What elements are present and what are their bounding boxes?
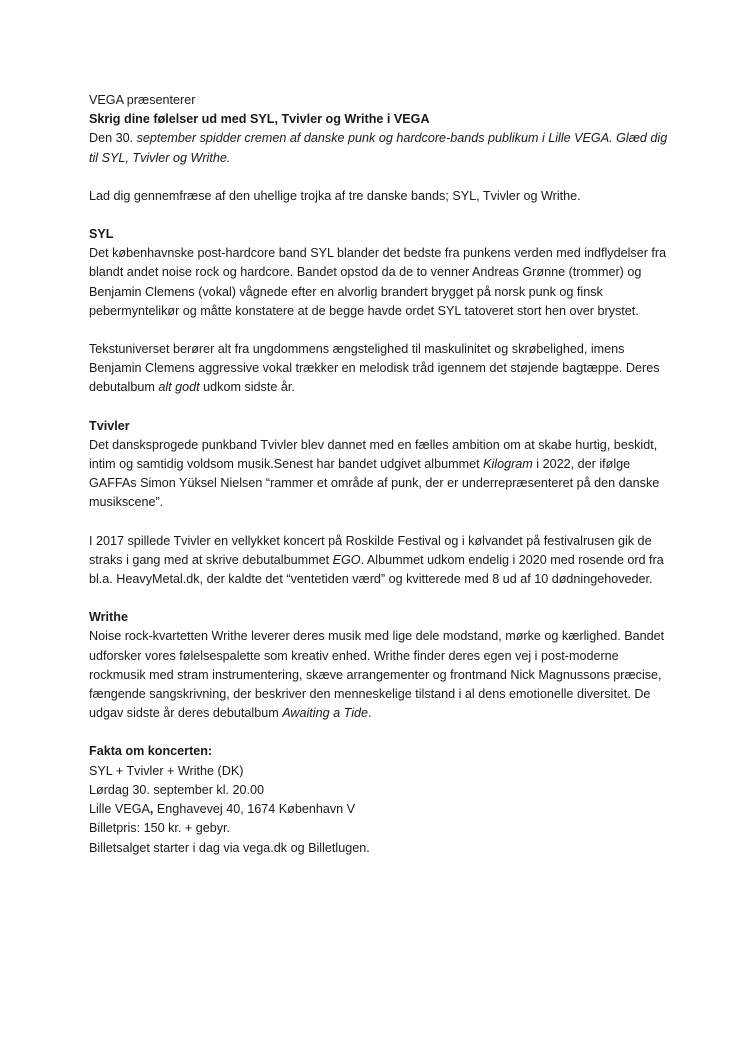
- facts-bands: SYL + Tvivler + Writhe (DK): [89, 763, 244, 778]
- headline: Skrig dine følelser ud med SYL, Tvivler og Writhe i VEGA: [89, 112, 430, 127]
- presents-line: VEGA præsenterer: [89, 93, 196, 107]
- facts-venue-address: Enghavevej 40, 1674 København V: [153, 802, 356, 817]
- tvivler-paragraph-1: [89, 436, 669, 513]
- writhe-heading: Writhe: [89, 610, 128, 625]
- facts-venue: [89, 800, 669, 819]
- facts-price: Billetpris: 150 kr. + gebyr.: [89, 821, 231, 836]
- lead-italic: september spidder cremen af danske punk og hardcore-bands publikum i Lille VEGA. Glæd dig til SYL, Tvivler og Writhe.: [89, 131, 668, 165]
- tvivler-paragraph-2: [89, 532, 669, 590]
- facts-sale: Billetsalget starter i dag via vega.dk og Billetlugen.: [89, 840, 370, 855]
- intro-paragraph: Lad dig gennemfræse af den uhellige trojka af tre danske bands; SYL, Tvivler og Writhe.: [89, 188, 581, 203]
- syl-heading: SYL: [89, 227, 114, 242]
- facts-date: Lørdag 30. september kl. 20.00: [89, 782, 265, 797]
- writhe-paragraph-1: [89, 627, 669, 723]
- writhe-album-title: Awaiting a Tide: [282, 706, 368, 721]
- press-release: [89, 91, 669, 858]
- syl-paragraph-2: [89, 340, 669, 398]
- facts-heading: Fakta om koncerten:: [89, 744, 213, 759]
- lead-date: Den 30.: [89, 131, 134, 146]
- tvivler-p1-text-a: Det dansksprogede punkband Tvivler blev dannet med en fælles ambition om at skabe hurtig, beskidt, intim og samtidig voldsom musik.Senest har bandet udgivet albummet: [89, 437, 658, 472]
- lead-paragraph: [89, 129, 669, 167]
- facts-venue-comma: ,: [149, 802, 154, 817]
- tvivler-p2-text-b: . Albummet udkom endelig i 2020 med rosende ord fra bl.a. HeavyMetal.dk, der kaldte det “ventetiden værd” og kvitterede med 8 ud af 10 dødningehoveder.: [89, 552, 664, 587]
- tvivler-p2-text-a: I 2017 spillede Tvivler en vellykket koncert på Roskilde Festival og i kølvandet på festivalrusen gik de straks i gang med at skrive debutalbummet: [89, 533, 652, 567]
- tvivler-album-ego: EGO: [332, 552, 361, 567]
- tvivler-p1-text-b: i 2022, der ifølge GAFFAs Simon Yüksel Nielsen “rammer et område af punk, der er underrepræsenteret på den danske musikscene”.: [89, 457, 660, 510]
- syl-paragraph-1: Det københavnske post-hardcore band SYL blander det bedste fra punkens verden med indflydelser fra blandt andet noise rock og hardcore. Bandet opstod da de to venner Andreas Grønne (trommer) og Benjamin Clemens (vokal) vågnede efter en alvorlig brandert brygget på norsk punk og finsk pebermyntelikør og måtte konstatere at de begge havde ordet SYL tatoveret stort hen over brystet.: [89, 246, 667, 318]
- writhe-p1-text-b: .: [368, 706, 372, 721]
- writhe-p1-text-a: Noise rock-kvartetten Writhe leverer deres musik med lige dele modstand, mørke og kærlighed. Bandet udforsker vores følelsespalette som kreativ enhed. Writhe finder deres egen vej i post-moderne rockmusik med stram instrumentering, skæve arrangementer og frontmand Nick Magnussons præcise, fængende sangskrivning, der beskriver den menneskelige tilstand i al dens emotionelle diversitet. De udgav sidste år deres debutalbum: [89, 629, 665, 721]
- syl-album-title: alt godt: [158, 380, 200, 395]
- facts-venue-name: Lille VEGA: [89, 802, 150, 817]
- tvivler-album-kilogram: Kilogram: [483, 457, 533, 472]
- tvivler-heading: Tvivler: [89, 418, 130, 433]
- syl-p2-text-b: udkom sidste år.: [199, 380, 295, 395]
- syl-p2-text-a: Tekstuniverset berører alt fra ungdommens ængstelighed til maskulinitet og skrøbelighed, imens Benjamin Clemens aggressive vokal trækker en melodisk tråd igennem det støjende bagtæppe. Deres debutalbum: [89, 342, 660, 395]
